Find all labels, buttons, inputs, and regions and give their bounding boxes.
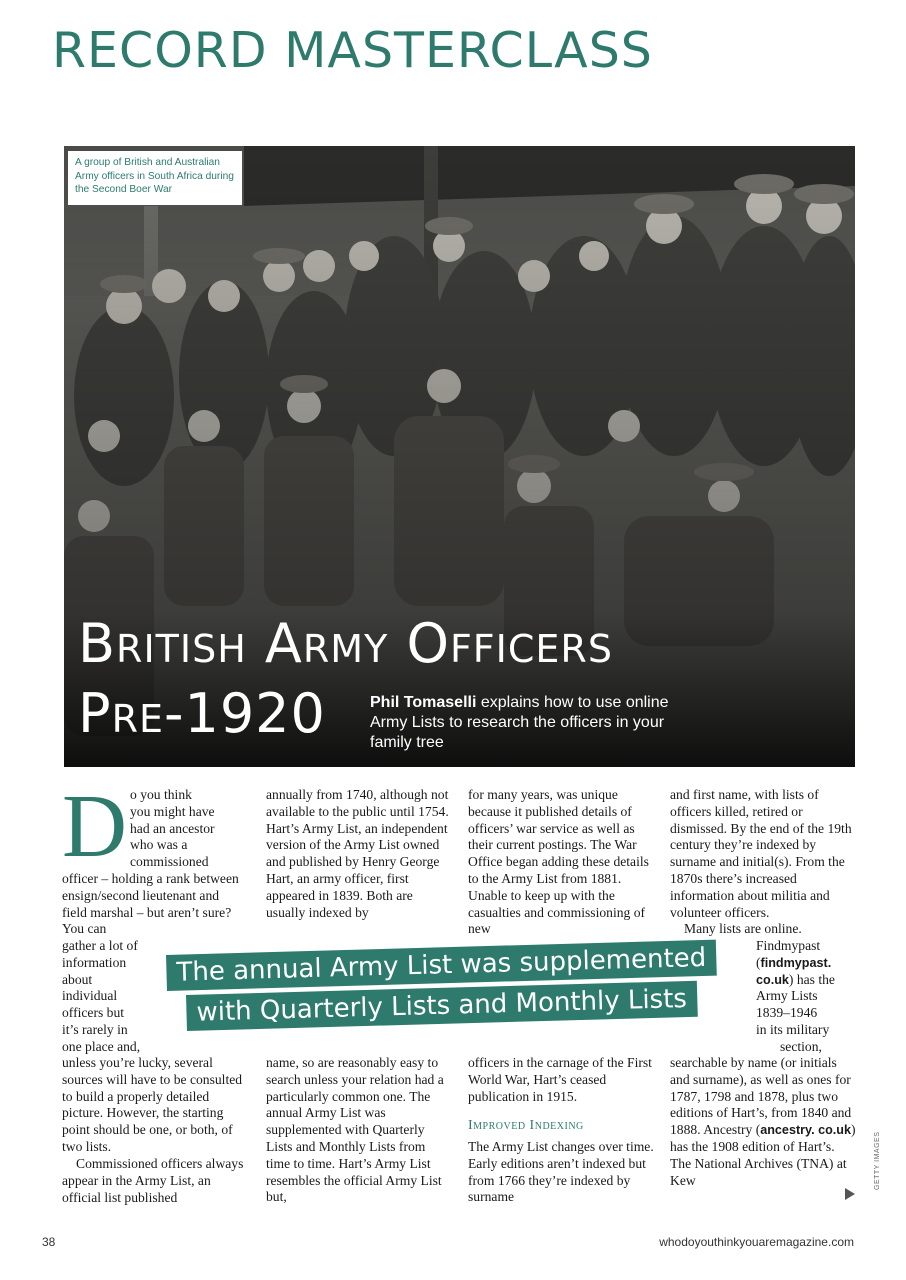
text-line: o you think <box>130 787 192 802</box>
text-fragment: ) has the 1908 edition of Hart’s. The National Archives (TNA) at Kew <box>670 1122 856 1188</box>
section-title: RECORD MASTERCLASS <box>52 22 653 79</box>
website-url: whodoyouthinkyouaremagazine.com <box>659 1235 854 1249</box>
col1-narrow <box>62 938 162 1056</box>
text-line: Findmypast <box>756 938 821 953</box>
pullquote-line-1: The annual Army List was supplemented <box>166 940 717 991</box>
text-line <box>756 972 856 989</box>
text-fragment: ) has the <box>788 971 835 987</box>
text-line: officers but <box>62 1005 125 1021</box>
page-number: 38 <box>42 1235 56 1249</box>
text-line: 1839–1946 <box>756 1005 818 1021</box>
author-name: Phil Tomaselli <box>370 694 477 711</box>
text-line: it’s rarely in <box>62 1021 128 1037</box>
standfirst-text: explains how to use online Army Lists to research the officers in your family tree <box>370 694 669 751</box>
text-fragment: ( <box>756 954 761 970</box>
col4-top: and first name, with lists of officers killed, retired or dismissed. By the end of the 19th century they’re indexed by surname and initial(s). From the 1870s there’s increased information about militia and volunteer officers. <box>670 787 852 920</box>
text-line: section, <box>780 1038 822 1054</box>
text-line: commissioned <box>130 854 209 870</box>
drop-cap: D <box>62 777 127 876</box>
col1-lines-top <box>130 787 244 871</box>
standfirst <box>370 693 670 753</box>
text-line: Army Lists <box>756 988 818 1004</box>
col2-top: annually from 1740, although not available to the public until 1754. Hart’s Army List, an independent version of the Army List owned and published by Henry George Hart, an army officer, first appeared in 1839. Both are usually indexed by <box>266 787 449 920</box>
link-text[interactable]: ancestry. co.uk <box>760 1123 851 1138</box>
text-line: individual <box>62 988 118 1004</box>
text-line: information <box>62 954 127 970</box>
link-text[interactable]: co.uk <box>756 972 789 987</box>
col1-bottom: unless you’re lucky, several sources will have to be consulted to build a properly detailed picture. However, the starting point should be one, or both, of two lists. <box>62 1055 243 1154</box>
headline-line-1: British Army Officers <box>78 612 613 675</box>
photo-credit: GETTY IMAGES <box>874 1131 881 1190</box>
text-line: gather a lot of <box>62 938 138 953</box>
para-text: Many lists are online. <box>684 921 802 936</box>
col2-bottom: name, so are reasonably easy to search unless your relation had a particularly common one. The annual Army List was supplemented with Quarterly Lists and Monthly Lists from time to time. Hart’s Army List resembles the official Army List but, <box>266 1055 444 1205</box>
col4-para2 <box>670 921 856 938</box>
subheading: Improved Indexing <box>468 1118 584 1133</box>
text-fragment: searchable by name (or initials and surname), as well as ones for 1787, 1798 and 1878, plus two editions of Hart’s, from 1840 and 1888. Ancestry ( <box>670 1055 852 1138</box>
headline-line-2: Pre-1920 <box>78 682 326 745</box>
text-line: about <box>62 971 93 987</box>
col1-para1-rest: officer – holding a rank between ensign/second lieutenant and field marshal – but aren’t sure? You can <box>62 871 239 937</box>
para-text: Commissioned officers always appear in the Army List, an official list published <box>62 1156 244 1205</box>
pullquote-line-2: with Quarterly Lists and Monthly Lists <box>186 981 697 1031</box>
text-line: had an ancestor <box>130 820 215 836</box>
link-text[interactable]: findmypast. <box>760 955 832 970</box>
col4-narrow <box>756 938 856 1056</box>
col4-bottom <box>670 1055 856 1189</box>
text-line: you might have <box>130 803 215 819</box>
col3-sub: The Army List changes over time. Early editions aren’t indexed but from 1766 they’re indexed by surname <box>468 1139 654 1205</box>
col3-bottom: officers in the carnage of the First World War, Hart’s ceased publication in 1915. <box>468 1055 652 1104</box>
text-line: one place and, <box>62 1038 141 1054</box>
text-line: who was a <box>130 837 188 853</box>
col3-top: for many years, was unique because it published details of officers’ war service as well as their current postings. The War Office began adding these details to the Army List from 1881. Unable to keep up with the casualties and commissioning of new <box>468 787 649 937</box>
photo-caption: A group of British and Australian Army officers in South Africa during the Second Boer War <box>68 151 242 205</box>
continue-arrow-icon <box>845 1188 855 1200</box>
text-line: in its military <box>756 1021 830 1037</box>
col1-para2 <box>62 1156 244 1206</box>
text-line <box>756 955 856 972</box>
